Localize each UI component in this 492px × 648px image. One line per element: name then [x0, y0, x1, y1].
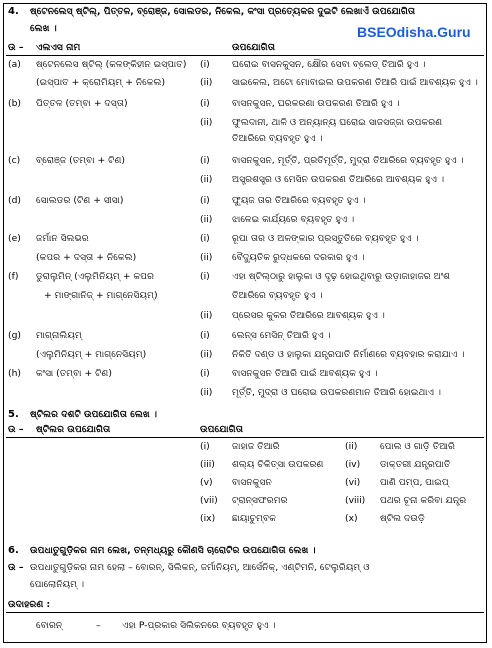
q5-use-num: (iv): [345, 459, 361, 470]
q6-example-term: ବୋରନ୍: [36, 620, 63, 631]
q5-col-steel-uses: ଷ୍ଟିଲର ଉପଯୋଗିତା: [36, 424, 111, 435]
q4-use-text: ବାସନକୁସନ, ମୂର୍ତ୍ତି, ପ୍ରତିମୂର୍ତ୍ତି, ମୁଦ୍ରା ତିଆରିରେ ବ୍ୟବହୃତ ହୁଏ ।: [232, 155, 464, 166]
q4-use-text: ବାସନକୁସନ, ଘରକରଣା ଉପକରଣ ତିଆରି ହୁଏ ।: [232, 98, 400, 109]
q6-example-label: ଉଦାହରଣ :: [8, 599, 51, 610]
q4-use-num: (i): [200, 98, 210, 109]
q5-use-text: ବାସନକୁସନ: [232, 477, 272, 488]
q5-use-text: ଟ୍ରାନ୍ସଫରମର: [232, 495, 288, 506]
q4-use-text: ଲେନ୍ସ ମେସିନ୍ ତିଆରି ହୁଏ ।: [232, 330, 331, 341]
q4-use-text: ଫୁଲଦାନୀ, ଥାଳି ଓ ଅନ୍ୟାନ୍ୟ ଘରୋଇ ସାଜସଜ୍ଜା ଉପକରଣ: [232, 117, 443, 128]
q5-use-num: (ii): [345, 441, 358, 452]
q4-use-text: ପ୍ରେସର କୁକର ତିଆରିରେ ଆବଶ୍ୟକ ହୁଏ ।: [232, 310, 385, 321]
q6-example-rule: [6, 612, 484, 613]
q4-use-num: (ii): [200, 77, 213, 88]
q4-use-num: (ii): [200, 387, 213, 398]
q4-number: 4.: [8, 6, 19, 17]
q4-row-name-cont: (ଇସ୍ପାତ + କ୍ରୋମିୟମ୍ + ନିକେଲ): [36, 77, 166, 88]
q5-use-text: ଛାୟାଚୁମ୍ବକ: [232, 513, 277, 524]
q4-use-num: (i): [200, 330, 210, 341]
q5-use-text: ଜାହାଜ ତିଆରି: [232, 441, 280, 452]
site-logo: BSEOdisha.Guru: [357, 24, 471, 40]
q4-row-tag: (g): [8, 330, 22, 341]
q6-example-text: ଏହା P-ପ୍ରକାର ସିଲିକନରେ ବ୍ୟବହୃତ ହୁଏ ।: [122, 620, 276, 631]
q5-use-text: ପୋଲ ଓ ଗାଡ଼ି ତିଆରି: [380, 441, 456, 452]
q4-use-num: (i): [200, 233, 210, 244]
q4-use-text: ଏହା ଷ୍ଟିଲ୍ଠାରୁ ହାଲୁକା ଓ ଦୃଢ଼ ହୋଇଥିବାରୁ ଉଡ଼ାଜାହାଜର ଅଂଶ: [232, 271, 451, 282]
q4-use-num: (ii): [200, 174, 213, 185]
q6-question: ଉପଧାତୁଗୁଡ଼ିକର ନାମ ଲେଖ, ତନ୍ମଧ୍ୟରୁ କୌଣସି ଚାରୋଟିର ଉପଯୋଗିତା ଲେଖ ।: [30, 545, 316, 556]
q4-row-name: ଜର୍ମାନ ସିଲଭର: [36, 233, 89, 244]
q4-row-name: ଡୁରାଲୁମିନ୍ (ଏଲୁମିନିୟମ୍ + କପର: [36, 271, 155, 282]
q4-col-alloy-name: ଏଲଏସ ନାମ: [36, 42, 81, 53]
q4-use-text: ବାସନକୁସନ ତିଆରି ପାଇଁ ଆବଶ୍ୟକ ହୁଏ ।: [232, 368, 378, 379]
q5-use-num: (x): [345, 513, 358, 524]
q4-row-tag: (d): [8, 195, 22, 206]
q4-row-tag: (e): [8, 233, 21, 244]
q5-use-num: (ix): [200, 513, 216, 524]
q5-use-num: (vii): [200, 495, 218, 506]
q6-number: 6.: [8, 545, 19, 556]
q5-use-text: ଡାକ୍ତରୀ ଯନ୍ତ୍ରପାତି: [380, 459, 451, 470]
q4-row-tag: (c): [8, 155, 21, 166]
q4-use-num: (i): [200, 59, 210, 70]
q4-use-num: (ii): [200, 349, 213, 360]
q5-header-rule: [6, 437, 484, 438]
q4-row-name-cont: (କପର + ଦସ୍ତା + ନିକେଲ): [36, 252, 137, 263]
q4-use-num: (ii): [200, 252, 213, 263]
q5-use-text: ପାଣି ପମ୍ପ, ପାଇପ୍: [380, 477, 449, 488]
q4-use-text: ନିକିତି ଦଣ୍ଡ ଓ ହାଲୁକା ଯନ୍ତ୍ରପାତି ନିର୍ମାଣରେ ବ୍ୟବହାର କରାଯାଏ ।: [232, 349, 465, 360]
q4-question-cont: ଲେଖ ।: [30, 23, 57, 34]
q4-use-num: (i): [200, 195, 210, 206]
q4-use-text: ସାଇକେଲ, ଅଟୋ ମୋବାଇଲ ଉପକରଣ ତିଆରି ପାଇଁ ଆବଶ୍ୟକ ହୁଏ ।: [232, 77, 478, 88]
q4-use-text-cont: ତିଆରିରେ ବ୍ୟବହୃତ ହୁଏ ।: [232, 133, 323, 144]
q5-use-num: (vi): [345, 477, 361, 488]
q6-example-dash: –: [96, 620, 101, 631]
q4-answer-label: ଉ –: [8, 42, 24, 53]
q4-row-name: କଂସା (ତମ୍ବା + ଟିଣ): [36, 368, 112, 379]
q6-answer-cont: ପୋଲୋନିୟମ୍ ।: [30, 579, 85, 590]
q4-col-uses: ଉପଯୋଗିତା: [232, 42, 276, 53]
q4-use-text: ଫ୍ୟୁଜ ତାର ତିଆରିରେ ବ୍ୟବହୃତ ହୁଏ ।: [232, 195, 366, 206]
q4-use-text: ରୂପା ତାର ଓ ଅଳଙ୍କାର ପ୍ରସ୍ତୁତିରେ ବ୍ୟବହୃତ ହୁଏ ।: [232, 233, 419, 244]
q4-use-text: ବୈଦ୍ୟୁତିକ ରୁଦ୍ଧକରେ ଦରକାର ହୁଏ ।: [232, 252, 365, 263]
q5-use-num: (viii): [345, 495, 366, 506]
q4-question: ଷ୍ଟେନଲେସ୍ ଷ୍ଟିଲ୍, ପିତ୍ତଳ, ବ୍ରୋଞ୍ଜ, ସୋଲଡର, ନିକେଲ, କଂସା ପ୍ରତ୍ୟେକର ଦୁଇଟି ଲେଖାଏଁ ଉପଯୋଗିତା: [30, 6, 416, 17]
q4-use-num: (i): [200, 368, 210, 379]
q4-use-text: ଝାଳେଇ କାର୍ଯ୍ୟରେ ବ୍ୟବହୃତ ହୁଏ ।: [232, 214, 355, 225]
q4-row-name: ଷ୍ଟେନଲେସ ଷ୍ଟିଲ୍ (କଳଙ୍କିହୀନ ଇସ୍ପାତ): [36, 59, 187, 70]
q5-col-uses: ଉପଯୋଗିତା: [200, 424, 244, 435]
q4-row-name: ବ୍ରୋଞ୍ଜ (ତମ୍ବା + ଟିଣ): [36, 155, 125, 166]
q4-use-num: (i): [200, 155, 210, 166]
q4-use-text: ଘରୋଇ ବାସନକୁସନ, କ୍ଷୌର ସେବା ବ୍ଲେଡ୍ ତିଆରି ହୁଏ ।: [232, 59, 426, 70]
q4-row-tag: (f): [8, 271, 19, 282]
q4-use-text: ଅସ୍ତ୍ରଶସ୍ତ୍ର ଓ ମେସିନ ଉପକରଣ ତିଆରିରେ ଆବଶ୍ୟକ ହୁଏ ।: [232, 174, 445, 185]
q4-header-rule: [6, 55, 484, 56]
q5-use-num: (i): [200, 441, 210, 452]
q4-row-name-cont: (ଏଲୁମିନିୟମ୍ + ମାଗ୍ନେସିୟମ୍): [36, 349, 147, 360]
q4-row-name-cont: + ମାଙ୍ଗାନିଜ୍ + ମାଗ୍ନେସିୟମ୍): [44, 290, 158, 301]
q4-use-num: (ii): [200, 310, 213, 321]
q4-row-name: ସୋଲଡର (ଟିଣ + ସୀସା): [36, 195, 124, 206]
q4-row-tag: (h): [8, 368, 21, 379]
q5-use-text: ପଥର ଚୂନା କରିବା ଯନ୍ତ୍ର: [380, 495, 467, 506]
q4-use-num: (ii): [200, 117, 213, 128]
q6-answer-label: ଉ –: [8, 562, 24, 573]
q4-use-text-cont: ତିଆରିରେ ବ୍ୟବହୃତ ହୁଏ ।: [232, 290, 323, 301]
q4-use-num: (ii): [200, 214, 213, 225]
q4-row-tag: (a): [8, 59, 21, 70]
q5-use-num: (iii): [200, 459, 215, 470]
q6-answer: ଉପଧାତୁଗୁଡ଼ିକର ନାମ ହେଲା – ବୋରନ୍, ସିଲିକନ୍, ଜର୍ମାନିୟମ୍, ଆର୍ସେନିକ୍, ଏଣ୍ଟିମନି, ଟେଲୁରିୟମ୍ ଓ: [30, 562, 370, 573]
q5-use-text: ଶଲ୍ୟ ଚିକିତ୍ସା ଉପକରଣ: [232, 459, 324, 470]
q4-use-num: (i): [200, 271, 210, 282]
q4-use-text: ମୂର୍ତ୍ତି, ମୁଦ୍ରା ଓ ଘରୋଇ ଉପକରଣମାନ ତିଆରି ହୋଇଥାଏ ।: [232, 387, 442, 398]
q5-use-text: ଷ୍ଟିଲ ଦଉଡ଼ି: [380, 513, 425, 524]
q5-answer-label: ଉ –: [8, 424, 24, 435]
q5-use-num: (v): [200, 477, 213, 488]
q5-number: 5.: [8, 409, 19, 420]
q4-row-name: ମାଗ୍ନାଲିୟମ୍: [36, 330, 82, 341]
q4-row-tag: (b): [8, 98, 22, 109]
q5-question: ଷ୍ଟିଲର ଦଶଟି ଉପଯୋଗିତା ଲେଖ ।: [30, 409, 158, 420]
q4-row-name: ପିତ୍ତଳ (ତମ୍ବା + ଦସ୍ତା): [36, 98, 128, 109]
